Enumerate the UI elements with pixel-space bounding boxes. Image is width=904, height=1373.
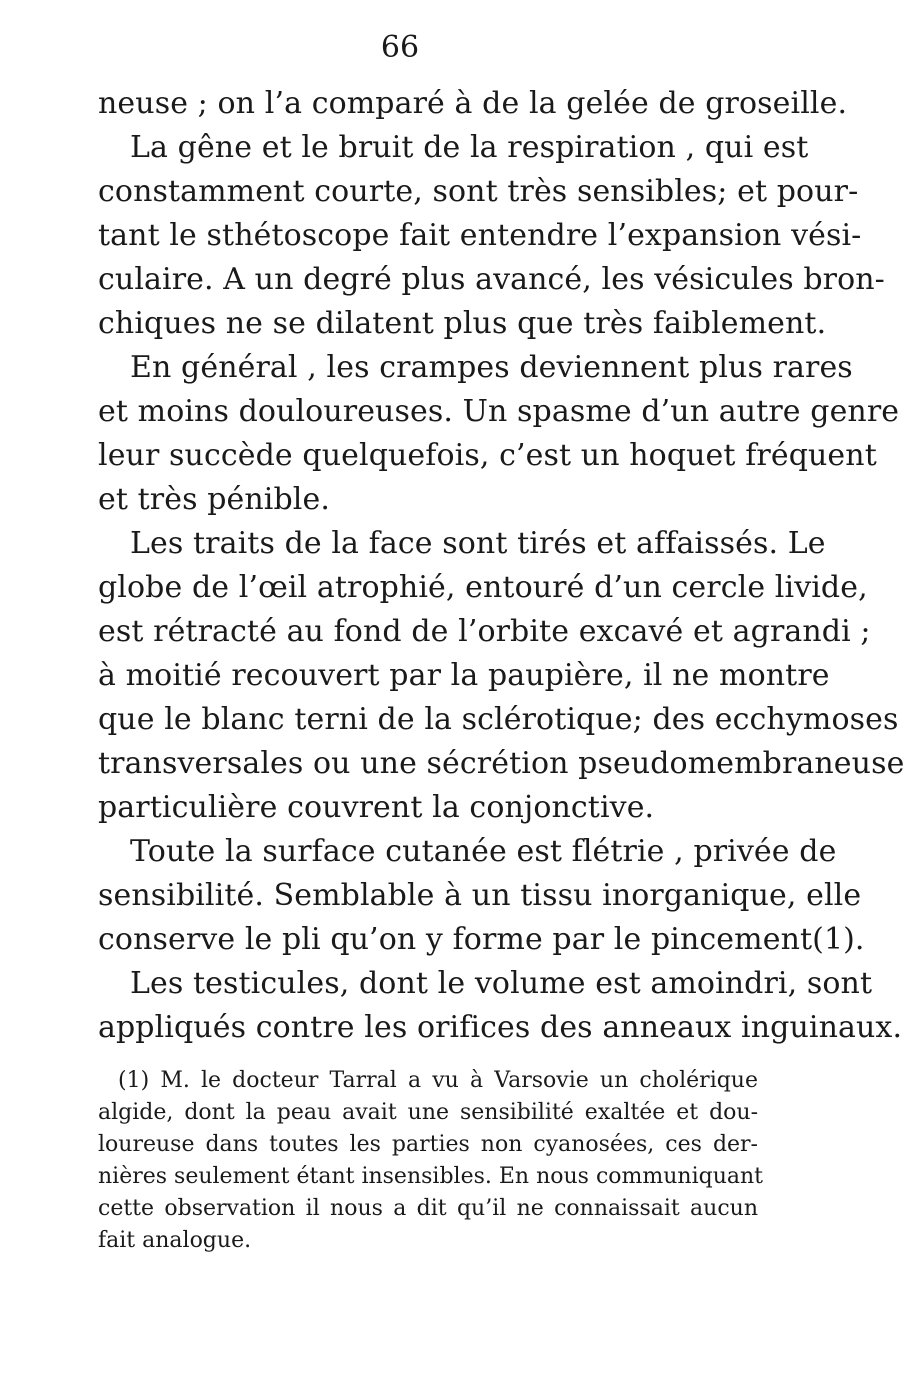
body-line: sensibilité. Semblable à un tissu inorganique, elle — [98, 878, 862, 913]
body-line: globe de l’œil atrophié, entouré d’un cercle livide, — [98, 570, 868, 605]
footnote-line: (1) M. le docteur Tarral a vu à Varsovie un cholérique — [118, 1068, 758, 1093]
body-line: culaire. A un degré plus avancé, les vésicules bron- — [98, 262, 885, 297]
body-line: leur succède quelquefois, c’est un hoquet fréquent — [98, 438, 877, 473]
body-line: à moitié recouvert par la paupière, il ne montre — [98, 658, 830, 693]
footnote-line: fait analogue. — [98, 1228, 252, 1253]
body-line: transversales ou une sécrétion pseudomembraneuse — [98, 746, 904, 781]
body-line: En général , les crampes deviennent plus rares — [130, 350, 853, 385]
footnote-line: loureuse dans toutes les parties non cyanosées, ces der- — [98, 1132, 758, 1157]
footnote-line: algide, dont la peau avait une sensibilité exaltée et dou- — [98, 1100, 758, 1125]
page-number: 66 — [380, 30, 420, 65]
footnote-line: nières seulement étant insensibles. En nous communiquant — [98, 1164, 763, 1189]
body-line: et très pénible. — [98, 482, 330, 517]
footnote-line: cette observation il nous a dit qu’il ne connaissait aucun — [98, 1196, 758, 1221]
body-line: Toute la surface cutanée est flétrie , privée de — [130, 834, 837, 869]
body-line: La gêne et le bruit de la respiration , qui est — [130, 130, 809, 165]
body-line: appliqués contre les orifices des anneaux inguinaux. — [98, 1010, 903, 1045]
body-line: neuse ; on l’a comparé à de la gelée de groseille. — [98, 86, 848, 121]
body-line: Les testicules, dont le volume est amoindri, sont — [130, 966, 873, 1001]
body-line: particulière couvrent la conjonctive. — [98, 790, 655, 825]
body-line: chiques ne se dilatent plus que très faiblement. — [98, 306, 827, 341]
body-line: constamment courte, sont très sensibles; et pour- — [98, 174, 859, 209]
body-line: conserve le pli qu’on y forme par le pincement(1). — [98, 922, 865, 957]
body-line: et moins douloureuses. Un spasme d’un autre genre — [98, 394, 900, 429]
body-line: est rétracté au fond de l’orbite excavé et agrandi ; — [98, 614, 871, 649]
body-line: Les traits de la face sont tirés et affaissés. Le — [130, 526, 826, 561]
body-line: que le blanc terni de la sclérotique; des ecchymoses — [98, 702, 899, 737]
body-line: tant le sthétoscope fait entendre l’expansion vési- — [98, 218, 862, 253]
